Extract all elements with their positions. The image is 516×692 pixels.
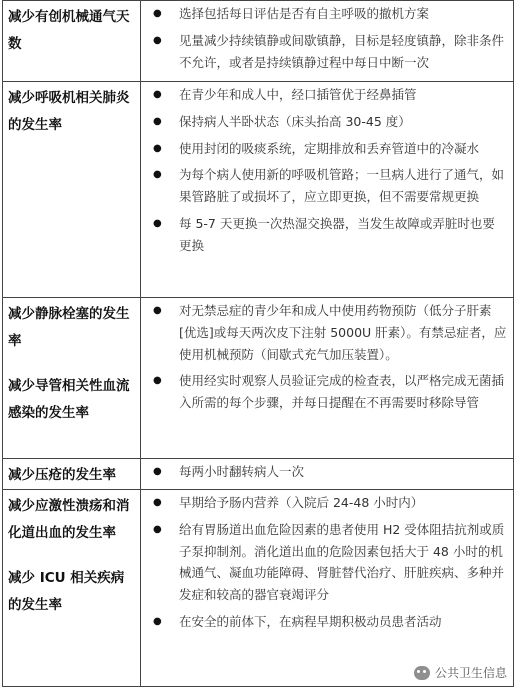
- list-item: [147, 111, 507, 133]
- list-item: [147, 164, 507, 208]
- list-item: [147, 611, 507, 633]
- bullet-icon: ●: [153, 305, 162, 316]
- category-cell: [3, 82, 141, 298]
- item-text: 保持病人半卧状态（床头抬高 30-45 度）: [179, 113, 411, 129]
- care-table: [2, 0, 514, 687]
- category-label: 减少应激性溃疡和消化道出血的发生率: [8, 498, 130, 541]
- item-text: 选择包括每日评估是否有自主呼吸的撤机方案: [179, 6, 430, 21]
- category-label: 减少 ICU 相关疾病的发生率: [8, 570, 125, 613]
- item-text: 在青少年和成人中，经口插管优于经鼻插管: [179, 87, 417, 102]
- list-item: [147, 300, 507, 365]
- bullet-icon: ●: [153, 142, 162, 154]
- table-row: [3, 82, 514, 298]
- bullet-icon: ●: [153, 375, 162, 387]
- bullet-icon: ●: [153, 615, 162, 627]
- list-item: [147, 138, 507, 160]
- item-text: 每 5-7 天更换一次热湿交换器，当发生故障或弄脏时也要更换: [179, 215, 495, 253]
- items-cell: [141, 490, 514, 687]
- category-label: 减少导管相关性血流感染的发生率: [8, 378, 130, 421]
- table-row: [3, 298, 514, 459]
- table-row: [3, 1, 514, 82]
- category-label: 减少静脉栓塞的发生率: [8, 306, 130, 349]
- items-cell: [141, 298, 514, 459]
- table-row: [3, 459, 514, 490]
- list-item: [147, 461, 507, 483]
- list-item: [147, 84, 507, 106]
- item-text: 在安全的前体下，在病程早期积极动员患者活动: [179, 613, 442, 629]
- bullet-icon: ●: [153, 523, 162, 535]
- bullet-icon: ●: [153, 34, 162, 46]
- items-cell: [141, 82, 514, 298]
- list-item: [147, 492, 507, 514]
- category-cell: [3, 459, 141, 490]
- items-cell: [141, 459, 514, 490]
- item-text: 使用封闭的吸痰系统，定期排放和丢弃管道中的冷凝水: [179, 140, 480, 156]
- bullet-icon: ●: [153, 466, 162, 477]
- item-text: 使用经实时观察人员验证完成的检查表，以严格完成无菌插入所需的每个步骤，并每日提醒在不再需要时移除导管: [179, 373, 505, 411]
- watermark: [411, 663, 510, 682]
- category-label: 减少有创机械通气天数: [8, 9, 130, 52]
- list-item: [147, 370, 507, 414]
- watermark-text: 公共卫生信息: [434, 666, 507, 680]
- bullet-icon: ●: [153, 115, 162, 127]
- category-cell: [3, 1, 141, 82]
- item-text: 给有胃肠道出血危险因素的患者使用 H2 受体阻拮抗剂或质子泵抑制剂。消化道出血的危险因素包括大于 48 小时的机械通气、凝血功能障碍、肾脏替代治疗、肝脏疾病、多种并发症和较高的器官衰竭评分: [179, 521, 505, 603]
- table-row: [3, 490, 514, 687]
- bullet-icon: ●: [153, 89, 162, 100]
- bullet-icon: ●: [153, 217, 162, 229]
- bullet-icon: ●: [153, 8, 162, 19]
- wechat-icon: [414, 666, 430, 680]
- category-cell: [3, 298, 141, 459]
- list-item: [147, 3, 507, 25]
- item-text: 为每个病人使用新的呼吸机管路；一旦病人进行了通气，如果管路脏了或损坏了，应立即更换，但不需要常规更换: [179, 167, 505, 205]
- list-item: [147, 213, 507, 257]
- category-label: 减少压疮的发生率: [8, 467, 116, 483]
- bullet-icon: ●: [153, 497, 162, 508]
- item-text: 见量减少持续镇静或间歇镇静，目标是轻度镇静，除非条件不允许，或者是持续镇静过程中每日中断一次: [179, 32, 505, 70]
- list-item: [147, 30, 507, 74]
- items-cell: [141, 1, 514, 82]
- bullet-icon: ●: [153, 169, 162, 181]
- category-cell: [3, 490, 141, 687]
- category-label: 减少呼吸机相关肺炎的发生率: [8, 90, 130, 133]
- item-text: 每两小时翻转病人一次: [179, 464, 305, 479]
- item-text: 对无禁忌症的青少年和成人中使用药物预防（低分子肝素[优选]或每天两次皮下注射 5000U 肝素）。有禁忌症者，应使用机械预防（间歇式充气加压装置）。: [179, 303, 507, 362]
- list-item: [147, 519, 507, 606]
- item-text: 早期给予肠内营养（入院后 24-48 小时内）: [179, 495, 424, 510]
